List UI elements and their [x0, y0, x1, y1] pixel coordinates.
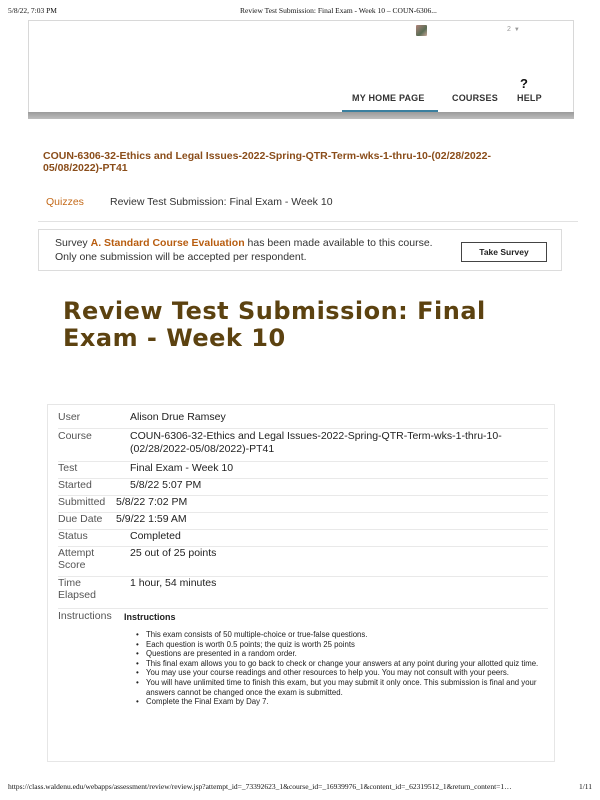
user-menu-toggle[interactable] [507, 26, 520, 33]
detail-label: User [58, 411, 81, 423]
detail-label: Time Elapsed [58, 577, 96, 601]
detail-value-time-elapsed: 1 hour, 54 minutes [130, 577, 217, 589]
detail-value-due-date: 5/9/22 1:59 AM [116, 513, 187, 525]
detail-row-user [58, 411, 548, 429]
detail-row-submitted [58, 496, 548, 513]
detail-row-status [58, 530, 548, 547]
top-navigation [28, 20, 574, 118]
print-footer [8, 782, 592, 794]
detail-label: Course [58, 430, 92, 442]
user-avatar[interactable] [416, 25, 427, 36]
notification-count: 2 [507, 26, 511, 33]
detail-value-submitted: 5/8/22 7:02 PM [116, 496, 188, 508]
detail-value-attempt-score: 25 out of 25 points [130, 547, 217, 559]
survey-message [55, 236, 445, 264]
page-title: Review Test Submission: Final Exam - Week 10 [63, 297, 486, 352]
print-url: https://class.waldenu.edu/webapps/assessment/review/review.jsp?attempt_id=_73392623_1&course_id=_16939976_1&content_id=_62319512_1&return_content=1… [8, 782, 512, 791]
detail-value-status: Completed [130, 530, 181, 542]
survey-notice [38, 229, 562, 271]
detail-row-attempt-score [58, 547, 548, 577]
list-item: • You may use your course readings and other resources to help you. You may not consult with your peers. [136, 668, 541, 678]
detail-value-user: Alison Drue Ramsey [130, 411, 226, 423]
list-item: • Each question is worth 0.5 points; the quiz is worth 25 points [136, 640, 541, 650]
print-page-number: 1/11 [578, 782, 592, 791]
list-item: • Complete the Final Exam by Day 7. [136, 697, 541, 707]
print-page-title: Review Test Submission: Final Exam - Week 10 – COUN-6306... [240, 6, 437, 15]
detail-row-course [58, 430, 548, 462]
breadcrumb-current: Review Test Submission: Final Exam - Week 10 [110, 196, 333, 208]
take-survey-button[interactable]: Take Survey [461, 242, 547, 262]
list-item: • This exam consists of 50 multiple-choice or true-false questions. [136, 630, 541, 640]
nav-courses[interactable]: COURSES [452, 93, 498, 103]
print-datetime: 5/8/22, 7:03 PM [8, 6, 57, 15]
survey-name: A. Standard Course Evaluation [90, 237, 245, 249]
detail-value-test: Final Exam - Week 10 [130, 462, 234, 474]
detail-row-time-elapsed [58, 577, 548, 609]
detail-row-due-date [58, 513, 548, 530]
instructions-heading: Instructions [124, 612, 176, 622]
survey-suffix: has been made available to this course. Only one submission will be accepted per respondent. [55, 237, 433, 263]
detail-label: Submitted [58, 496, 106, 508]
detail-row-test [58, 462, 548, 479]
breadcrumb [38, 196, 578, 222]
detail-value-started: 5/8/22 5:07 PM [130, 479, 202, 491]
list-item: • Questions are presented in a random order. [136, 649, 541, 659]
detail-label: Status [58, 530, 88, 542]
help-icon[interactable]: ? [520, 76, 528, 91]
nav-my-home-page[interactable]: MY HOME PAGE [352, 93, 425, 103]
nav-help[interactable]: HELP [517, 93, 542, 103]
detail-label: Due Date [58, 513, 103, 525]
instructions-list [136, 630, 541, 707]
detail-value-course: COUN-6306-32-Ethics and Legal Issues-2022-Spring-QTR-Term-wks-1-thru-10-(02/28/2022-05/08/2022)-PT41 [130, 430, 502, 455]
print-header [8, 6, 592, 18]
breadcrumb-quizzes[interactable]: Quizzes [46, 196, 84, 208]
detail-row-started [58, 479, 548, 496]
detail-label: Test [58, 462, 78, 474]
submission-details [47, 404, 555, 762]
nav-bottom-bar [28, 112, 574, 119]
detail-label: Started [58, 479, 92, 491]
list-item: • You will have unlimited time to finish this exam, but you may submit it only once. This submission is final and your answers cannot be changed once the exam is submitted. [136, 678, 541, 697]
detail-label: Instructions [58, 610, 112, 622]
list-item: • This final exam allows you to go back to check or change your answers at any point during your allotted quiz time. [136, 659, 541, 669]
chevron-down-icon: ▼ [513, 27, 520, 33]
course-title[interactable]: COUN-6306-32-Ethics and Legal Issues-2022-Spring-QTR-Term-wks-1-thru-10-(02/28/2022-05/08/2022)-PT41 [43, 150, 491, 174]
survey-prefix: Survey [55, 237, 91, 249]
detail-label: Attempt Score [58, 547, 95, 571]
